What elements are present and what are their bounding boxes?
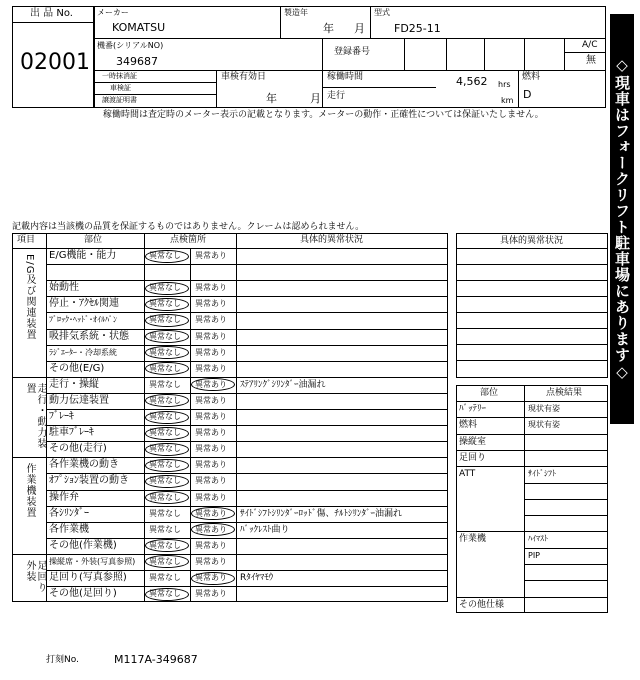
results-header-part: 部位 xyxy=(480,388,499,398)
selected-circle xyxy=(145,298,189,311)
abnormal-option[interactable]: 異常あり xyxy=(195,428,227,438)
detail-text: ｽﾃｱﾘﾝｸﾞｼﾘﾝﾀﾞｰ油漏れ xyxy=(240,379,326,390)
normal-option[interactable]: 異常なし xyxy=(149,460,181,470)
hours-unit: hrs xyxy=(498,80,511,89)
result-value: 現状有姿 xyxy=(528,404,560,413)
mileage-label: 走行 xyxy=(327,91,346,101)
abnormal-option[interactable]: 異常あり xyxy=(195,315,227,325)
abnormal-option[interactable]: 異常あり xyxy=(195,412,227,421)
part-name: ﾌﾞﾛｯｸ･ﾍｯﾄﾞ･ｵｲﾙﾊﾟﾝ xyxy=(49,315,117,325)
part-name: 吸排気系統・状態 xyxy=(49,330,129,342)
inspection-expiry-label: 車検有効日 xyxy=(221,72,267,82)
model-label: 型式 xyxy=(374,8,390,17)
part-name: E/G機能・能力 xyxy=(49,250,117,261)
registration-label: 登録番号 xyxy=(334,47,371,57)
normal-option[interactable]: 異常なし xyxy=(149,251,181,260)
part-name: 始動性 xyxy=(49,282,79,294)
part-name: 操作弁 xyxy=(49,491,79,503)
header-item: 項目 xyxy=(17,235,36,245)
result-value: PIP xyxy=(528,550,541,560)
normal-option[interactable]: 異常なし xyxy=(149,412,181,421)
right-detail-header: 具体的異常状況 xyxy=(500,236,564,246)
abnormal-option[interactable]: 異常あり xyxy=(195,460,227,470)
hours-value: 4,562 xyxy=(456,75,488,88)
abnormal-option[interactable]: 異常あり xyxy=(195,347,227,357)
part-name: 駐車ﾌﾞﾚｰｷ xyxy=(49,427,94,439)
normal-option[interactable]: 異常なし xyxy=(149,476,181,486)
serial-label: 機番(シリアルNO) xyxy=(97,41,164,50)
normal-option[interactable]: 異常なし xyxy=(149,428,181,438)
selected-circle xyxy=(145,282,189,295)
normal-option[interactable]: 異常なし xyxy=(149,379,181,389)
result-part: 操縦室 xyxy=(459,436,487,447)
part-name: その他(足回り) xyxy=(49,588,117,600)
selected-circle xyxy=(145,475,189,488)
month-unit: 月 xyxy=(354,22,365,35)
abnormal-option[interactable]: 異常あり xyxy=(195,331,227,341)
part-name: 走行・操縦 xyxy=(49,378,99,390)
stamp-value: M117A-349687 xyxy=(114,653,198,666)
part-name: ｵﾌﾟｼｮﾝ装置の動き xyxy=(49,475,129,487)
normal-option[interactable]: 異常なし xyxy=(149,508,181,518)
normal-option[interactable]: 異常なし xyxy=(149,589,181,599)
detail-text: ﾊﾞｯｸﾚｽﾄ曲り xyxy=(240,524,290,535)
part-name: 各作業機 xyxy=(49,523,89,535)
selected-circle xyxy=(145,491,189,504)
part-name: その他(E/G) xyxy=(49,362,105,374)
selected-circle xyxy=(191,507,235,520)
inspection-cert-label: 車検証 xyxy=(110,84,131,92)
result-value: ﾊｲﾏｽﾄ xyxy=(528,534,548,544)
abnormal-option[interactable]: 異常あり xyxy=(195,283,227,293)
group-label: E/G及び関連装置 xyxy=(24,254,35,341)
result-value: 現状有姿 xyxy=(528,420,560,430)
selected-circle xyxy=(145,443,189,456)
year-unit: 年 xyxy=(323,22,334,35)
part-name: 停止・ｱｸｾﾙ関連 xyxy=(49,298,119,310)
part-name: その他(走行) xyxy=(49,443,107,455)
result-part: その他仕様 xyxy=(459,599,505,610)
normal-option[interactable]: 異常なし xyxy=(149,573,181,582)
disclaimer: 記載内容は当該機の品質を保証するものではありません。クレームは認められません。 xyxy=(12,222,365,232)
selected-circle xyxy=(145,427,189,440)
part-name: ﾗｼﾞｴｰﾀｰ・冷却系統 xyxy=(49,347,117,357)
normal-option[interactable]: 異常なし xyxy=(149,315,181,325)
location-banner: ◇現車はフォークリフト駐車場にあります◇ xyxy=(610,14,634,424)
normal-option[interactable]: 異常なし xyxy=(149,347,181,357)
group-label: 足回り外装 xyxy=(24,559,46,593)
year-label: 製造年 xyxy=(284,8,308,17)
abnormal-option[interactable]: 異常あり xyxy=(195,363,227,373)
normal-option[interactable]: 異常なし xyxy=(149,540,181,550)
abnormal-option[interactable]: 異常あり xyxy=(195,299,227,309)
transfer-cert-label: 譲渡証明書 xyxy=(102,96,137,104)
normal-option[interactable]: 異常なし xyxy=(149,283,181,293)
results-header-result: 点検結果 xyxy=(546,388,583,398)
result-part: 作業機 xyxy=(459,534,487,545)
abnormal-option[interactable]: 異常あり xyxy=(195,556,227,566)
temp-permit-label: 一時抹消証 xyxy=(102,72,137,80)
selected-circle xyxy=(145,411,189,424)
result-value: ｻｲﾄﾞｼﾌﾄ xyxy=(528,469,556,479)
selected-circle xyxy=(145,459,189,472)
part-name: 動力伝達装置 xyxy=(49,394,109,406)
header-check: 点検箇所 xyxy=(170,235,207,245)
normal-option[interactable]: 異常なし xyxy=(149,363,181,373)
ac-label: A/C xyxy=(582,40,598,50)
abnormal-option[interactable]: 異常あり xyxy=(195,251,227,260)
abnormal-option[interactable]: 異常あり xyxy=(195,395,227,405)
group-label: 走行・動力装置 xyxy=(24,382,46,449)
abnormal-option[interactable]: 異常あり xyxy=(195,524,227,534)
right-detail-box xyxy=(456,233,608,378)
selected-circle xyxy=(145,330,189,343)
selected-circle xyxy=(191,572,235,585)
fuel-label: 燃料 xyxy=(522,72,541,82)
abnormal-option[interactable]: 異常あり xyxy=(195,508,227,518)
result-part: ﾊﾞｯﾃﾘｰ xyxy=(459,404,487,414)
expiry-year-unit: 年 xyxy=(266,92,277,105)
model-value: FD25-11 xyxy=(394,22,441,35)
detail-text: Rﾀｲﾔﾏﾓｳ xyxy=(240,573,274,583)
hours-label: 稼働時間 xyxy=(327,72,364,82)
part-name: その他(作業機) xyxy=(49,539,117,551)
maker-label: メーカー xyxy=(97,8,129,17)
normal-option[interactable]: 異常なし xyxy=(149,492,181,502)
abnormal-option[interactable]: 異常あり xyxy=(195,589,227,599)
lot-label: 出 品 No. xyxy=(30,8,73,19)
detail-text: ｻｲﾄﾞｼﾌﾄｼﾘﾝﾀﾞｰﾛｯﾄﾞ傷、ﾁﾙﾄｼﾘﾝﾀﾞｰ油漏れ xyxy=(240,508,403,519)
serial-value: 349687 xyxy=(116,55,158,68)
part-name: 各作業機の動き xyxy=(49,459,119,471)
abnormal-option[interactable]: 異常あり xyxy=(195,476,227,486)
result-part: 燃料 xyxy=(459,420,478,431)
normal-option[interactable]: 異常なし xyxy=(149,444,181,454)
ac-value: 無 xyxy=(586,55,596,66)
expiry-month-unit: 月 xyxy=(310,92,321,105)
normal-option[interactable]: 異常なし xyxy=(149,524,181,534)
part-name: 足回り(写真参照) xyxy=(49,572,127,583)
header-detail: 具体的異常状況 xyxy=(300,235,364,245)
part-name: 操縦席・外装(写真参照) xyxy=(49,556,136,566)
abnormal-option[interactable]: 異常あり xyxy=(195,379,227,389)
part-name: ﾌﾞﾚｰｷ xyxy=(49,411,74,422)
group-label: 作業機装置 xyxy=(24,463,35,519)
normal-option[interactable]: 異常なし xyxy=(149,556,181,566)
header-part: 部位 xyxy=(84,235,103,245)
normal-option[interactable]: 異常なし xyxy=(149,299,181,309)
abnormal-option[interactable]: 異常あり xyxy=(195,540,227,550)
selected-circle xyxy=(145,314,189,327)
selected-circle xyxy=(145,250,189,263)
result-part: 足回り xyxy=(459,452,487,463)
abnormal-option[interactable]: 異常あり xyxy=(195,444,227,454)
abnormal-option[interactable]: 異常あり xyxy=(195,492,227,502)
km-unit: km xyxy=(501,96,514,105)
normal-option[interactable]: 異常なし xyxy=(149,395,181,405)
maker-value: KOMATSU xyxy=(112,21,166,34)
result-part: ATT xyxy=(459,469,476,480)
normal-option[interactable]: 異常なし xyxy=(149,331,181,341)
lot-number: 02001 xyxy=(20,50,90,75)
selected-circle xyxy=(145,588,189,601)
abnormal-option[interactable]: 異常あり xyxy=(195,573,227,582)
stamp-label: 打刻No. xyxy=(46,655,79,665)
part-name: 各ｼﾘﾝﾀﾞｰ xyxy=(49,507,89,519)
selected-circle xyxy=(145,346,189,359)
fuel-value: D xyxy=(523,88,532,101)
hours-note: 稼働時間は査定時のメーター表示の記載となります。メーターの動作・正確性については保証いたしません。 xyxy=(103,110,544,120)
